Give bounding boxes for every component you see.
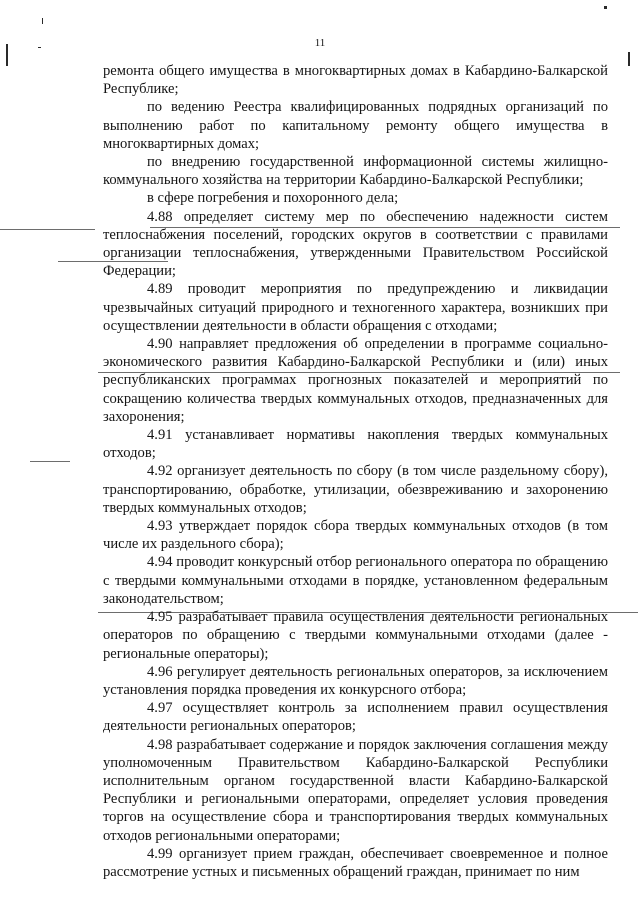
- paragraph: по внедрению государственной информационной системы жилищно-коммунального хозяйства на территории Кабардино-Балкарской Республики;: [103, 154, 608, 189]
- paragraph: 4.99 организует прием граждан, обеспечивает своевременное и полное рассмотрение устных и письменных обращений граждан, принимает по ним: [103, 845, 608, 880]
- paragraph: 4.95 разрабатывает правила осуществления деятельности региональных операторов по обращению с твердыми коммунальными отходами (далее - региональные операторы);: [103, 609, 608, 662]
- paragraph: 4.91 устанавливает нормативы накопления твердых коммунальных отходов;: [103, 427, 608, 462]
- paragraph: в сфере погребения и похоронного дела;: [147, 190, 399, 207]
- paragraph: ремонта общего имущества в многоквартирных домах в Кабардино-Балкарской Республике;: [103, 63, 608, 98]
- paragraph: 4.90 направляет предложения об определении в программе социально-экономического развития Кабардино-Балкарской Республики и (или) иных республиканских программах прогнозных показателей и мероприятий по сокращению количества твердых коммунальных отходов, предназначенных для захоронения;: [103, 336, 608, 425]
- scan-line: [30, 461, 70, 462]
- scan-mark-right: [628, 52, 630, 66]
- scan-mark-tick: [42, 18, 43, 24]
- scan-mark-corner: [604, 6, 607, 9]
- paragraph: 4.88 определяет систему мер по обеспечению надежности систем теплоснабжения поселений, городских округов в соответствии с правилами организации теплоснабжения, утвержденными Правительством Российской Федерации;: [103, 208, 608, 280]
- page-number: 11: [314, 37, 326, 49]
- scan-mark-left-dot: [38, 47, 41, 48]
- paragraph: 4.92 организует деятельность по сбору (в том числе раздельному сбору), транспортированию, обработке, утилизации, обезвреживанию и захоронению твердых коммунальных отходов;: [103, 463, 608, 516]
- paragraph: по ведению Реестра квалифицированных подрядных организаций по выполнению работ по капитальному ремонту общего имущества в многоквартирных домах;: [103, 99, 608, 152]
- paragraph: 4.97 осуществляет контроль за исполнением правил осуществления деятельности региональных операторов;: [103, 700, 608, 735]
- paragraph: 4.96 регулирует деятельность региональных операторов, за исключением установления порядка проведения их конкурсного отбора;: [103, 663, 608, 698]
- paragraph: 4.98 разрабатывает содержание и порядок заключения соглашения между уполномоченным Правительством Кабардино-Балкарской Республики исполнительным органом государственной власти Кабардино-Балкарской Республики и региональными операторами, определяет условия проведения торгов на осуществление сбора и транспортирования твердых коммунальных отходов региональными операторами;: [103, 736, 608, 844]
- document-body: [103, 62, 608, 881]
- paragraph: 4.93 утверждает порядок сбора твердых коммунальных отходов (в том числе их раздельного сбора);: [103, 518, 608, 553]
- paragraph: 4.94 проводит конкурсный отбор регионального оператора по обращению с твердыми коммунальными отходами в порядке, установленном федеральным законодательством;: [103, 554, 608, 607]
- scan-mark-left: [6, 44, 8, 66]
- scan-line: [0, 229, 95, 230]
- paragraph: 4.89 проводит мероприятия по предупреждению и ликвидации чрезвычайных ситуаций природного и техногенного характера, возникших при осуществлении деятельности в области обращения с отходами;: [103, 281, 608, 334]
